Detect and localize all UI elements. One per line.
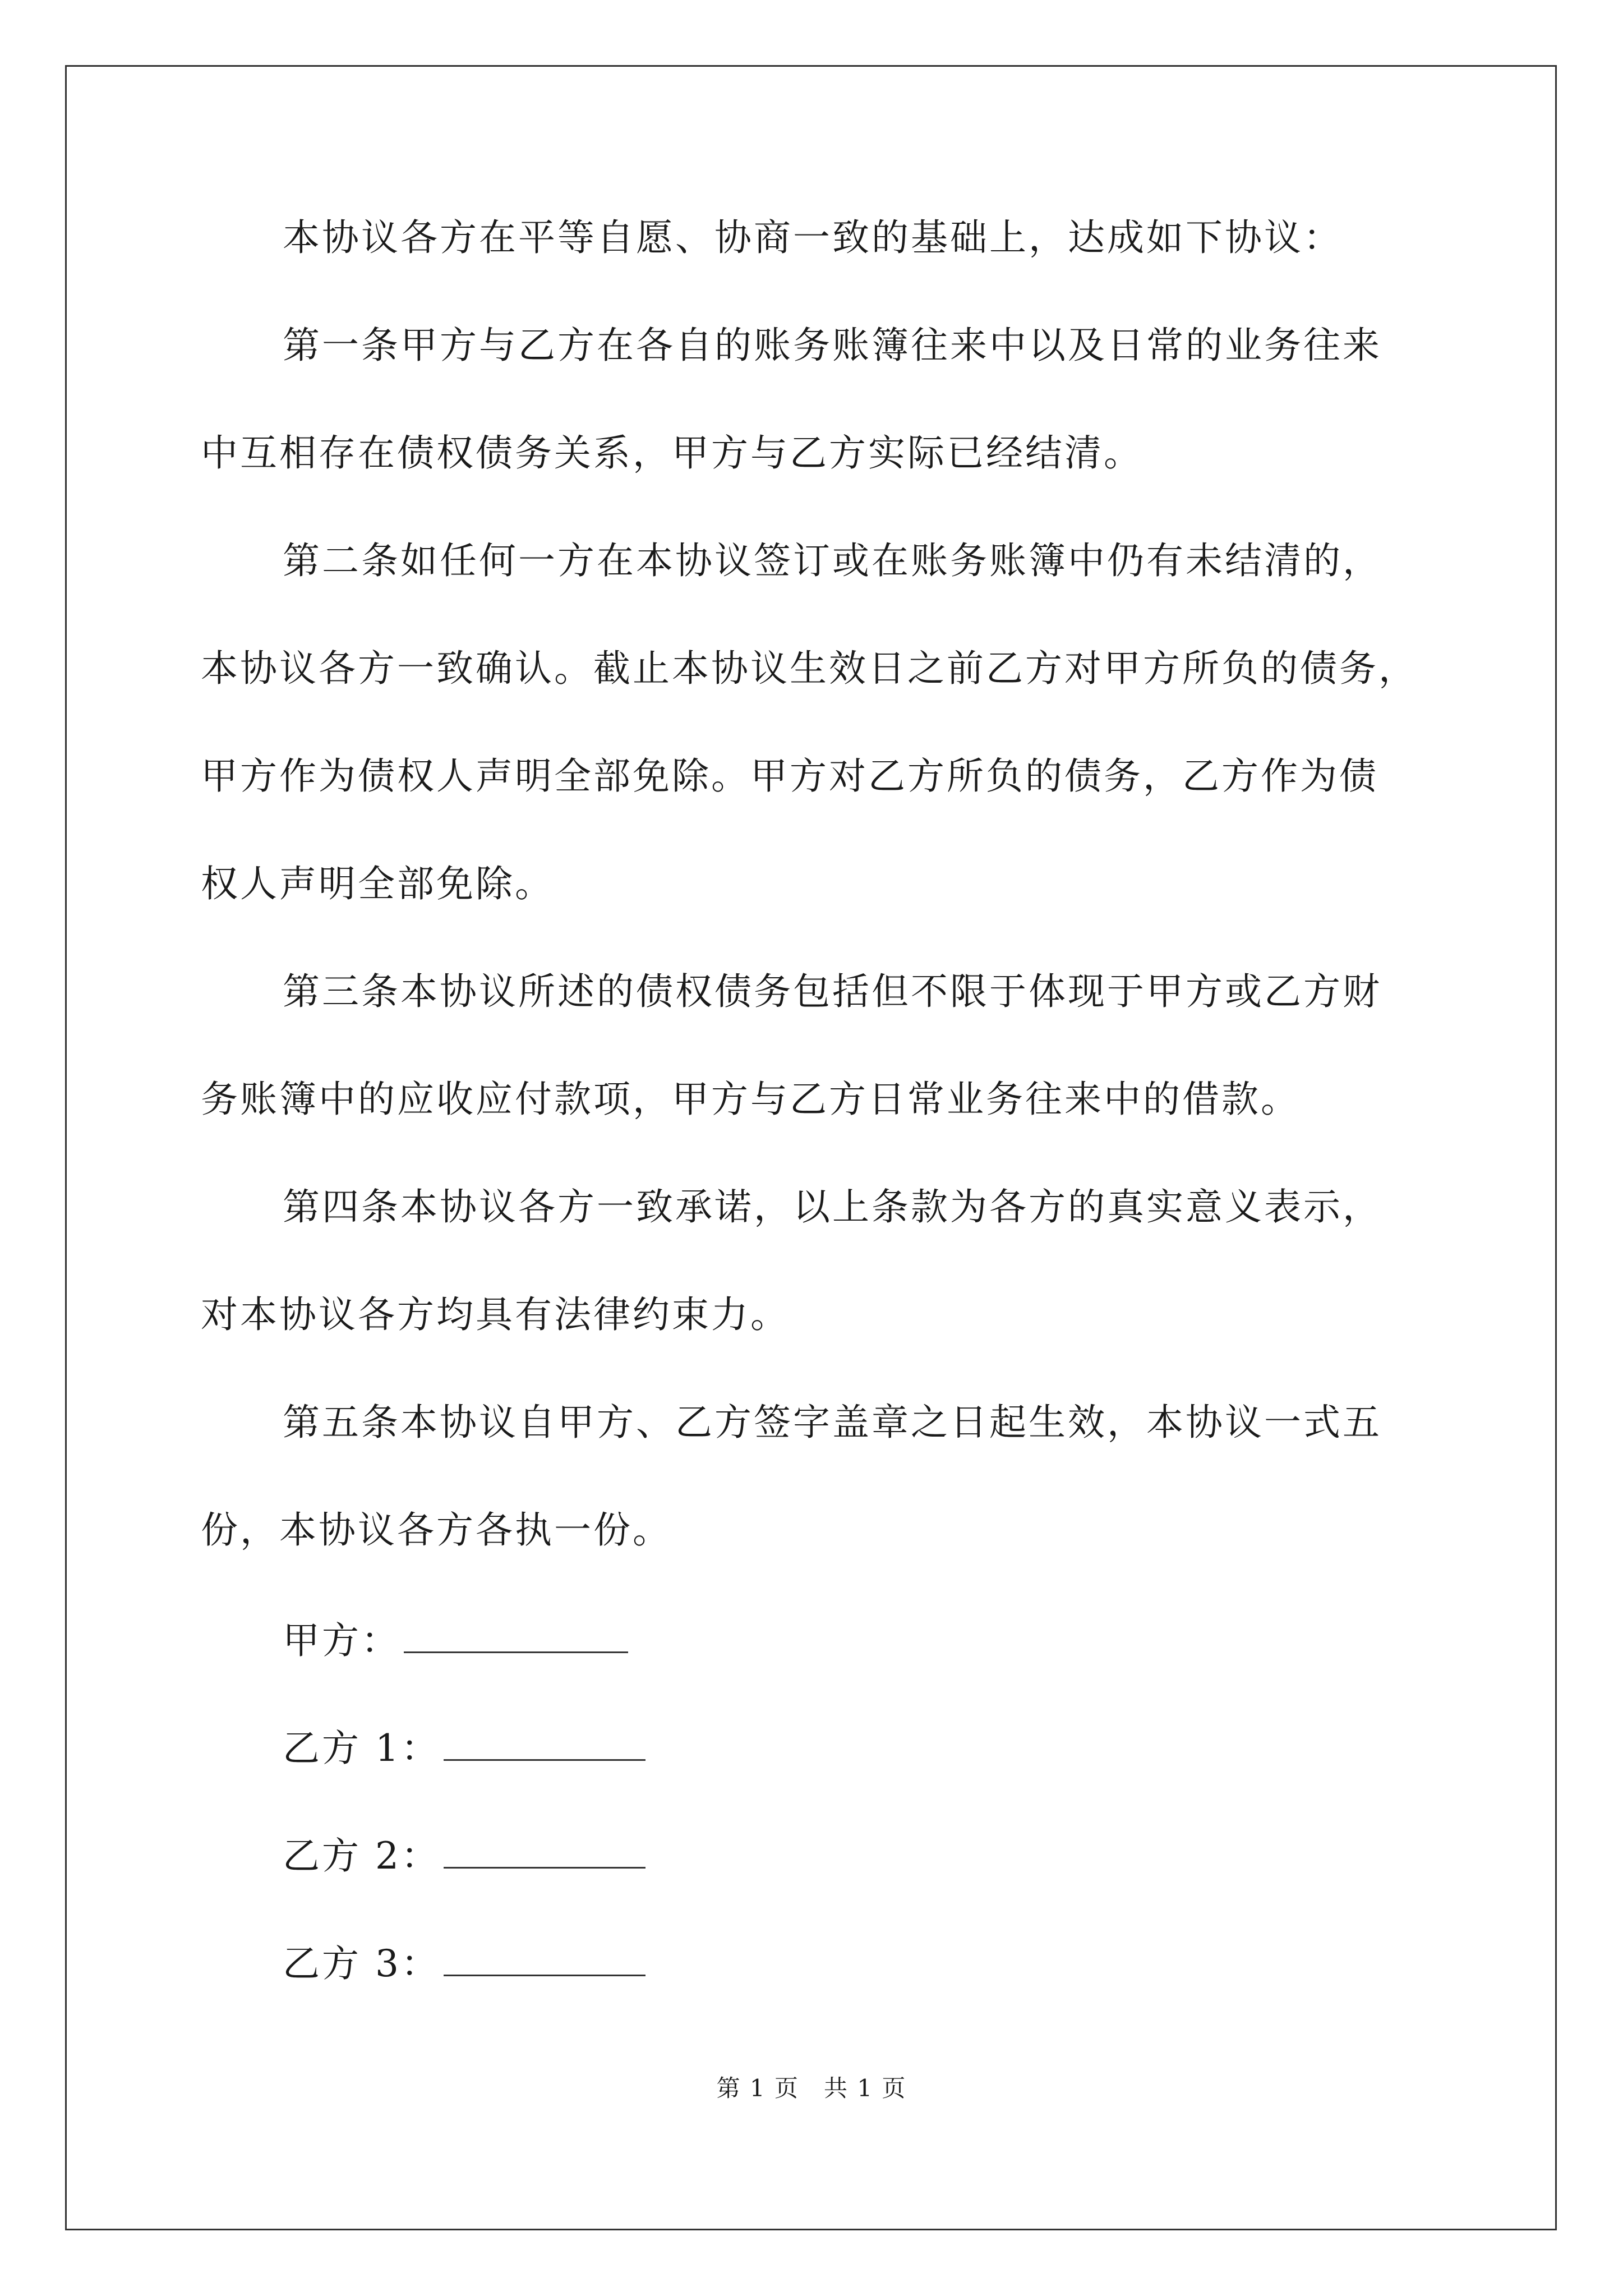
- signature-party-b2: [201, 1828, 1423, 1935]
- paragraph-line: 权人声明全部免除。: [201, 862, 554, 905]
- signature-label: 乙方 3：: [283, 1942, 440, 1985]
- paragraph-line: 第三条本协议所述的债权债务包括但不限于体现于甲方或乙方财: [283, 970, 1382, 1013]
- signature-party-a: [201, 1612, 1423, 1720]
- paragraph-line: 对本协议各方均具有法律约束力。: [201, 1293, 790, 1336]
- signature-party-b1: [201, 1720, 1423, 1828]
- paragraph-line: 第四条本协议各方一致承诺，以上条款为各方的真实意义表示，: [283, 1185, 1382, 1228]
- signature-label: 甲方：: [283, 1619, 400, 1662]
- signature-label: 乙方 1：: [283, 1727, 440, 1770]
- signature-blank: [444, 1720, 645, 1761]
- paragraph-line: 甲方作为债权人声明全部免除。甲方对乙方所负的债务，乙方作为债: [201, 754, 1378, 798]
- paragraph-line: 中互相存在债权债务关系，甲方与乙方实际已经结清。: [201, 431, 1143, 475]
- signature-label: 乙方 2：: [283, 1834, 440, 1878]
- paragraph-line: 份，本协议各方各执一份。: [201, 1508, 672, 1552]
- paragraph-line: 本协议各方在平等自愿、协商一致的基础上，达成如下协议：: [283, 216, 1343, 259]
- paragraph-intro: [201, 212, 1423, 320]
- document-body: [201, 212, 1423, 2043]
- paragraph-line: 第一条甲方与乙方在各自的账务账簿往来中以及日常的业务往来: [283, 324, 1382, 367]
- paragraph-article-5: [201, 1397, 1423, 1612]
- signature-party-b3: [201, 1935, 1423, 2043]
- signature-blank: [444, 1935, 645, 1976]
- signature-blank: [444, 1828, 645, 1869]
- page-number-footer: 第 1 页 共 1 页: [716, 2074, 907, 2102]
- paragraph-line: 第五条本协议自甲方、乙方签字盖章之日起生效，本协议一式五: [283, 1401, 1382, 1444]
- signature-blank: [404, 1612, 628, 1653]
- paragraph-line: 务账簿中的应收应付款项，甲方与乙方日常业务往来中的借款。: [201, 1078, 1300, 1121]
- paragraph-article-3: [201, 966, 1423, 1181]
- paragraph-line: 本协议各方一致确认。截止本协议生效日之前乙方对甲方所负的债务，: [201, 647, 1418, 690]
- paragraph-article-2: [201, 535, 1423, 966]
- paragraph-article-1: [201, 320, 1423, 535]
- paragraph-line: 第二条如任何一方在本协议签订或在账务账簿中仍有未结清的，: [283, 539, 1382, 582]
- paragraph-article-4: [201, 1181, 1423, 1397]
